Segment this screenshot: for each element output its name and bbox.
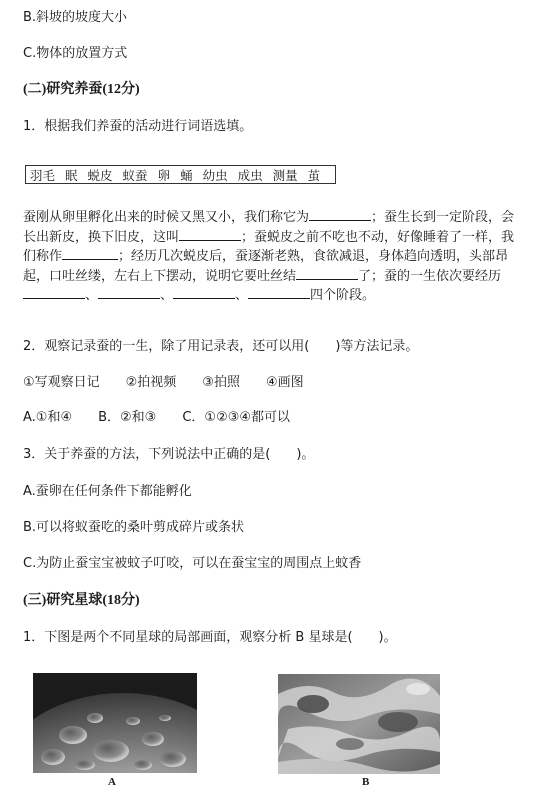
word-bank-item: 成虫 [237,167,263,183]
paragraph-text: 蚕刚从卵里孵化出来的时候又黑又小，我们称它为 [23,210,310,225]
word-bank-item: 蛹 [180,167,193,183]
question-1: 1．根据我们养蚕的活动进行词语选填。 [23,119,253,134]
answer-blank[interactable] [23,286,85,299]
paragraph-text: 、 [160,288,174,303]
word-bank-item: 幼虫 [202,167,228,183]
word-bank-item: 蜕皮 [87,167,113,183]
question-2: 2．观察记录蚕的一生，除了用记录表，还可以用( )等方法记录。 [23,339,419,354]
paragraph-text: 、 [85,288,99,303]
answer-blank[interactable] [62,247,118,260]
word-bank-item: 蚁蚕 [122,167,148,183]
paragraph-text: 四个阶段。 [310,288,376,303]
option-c-placement: C.物体的放置方式 [23,46,128,61]
image-a-caption: A [108,776,116,788]
word-bank-item: 卵 [157,167,171,183]
moon-surface-image [33,673,197,773]
word-bank-item: 羽毛 [30,167,56,183]
answer-blank[interactable] [296,267,358,280]
question-2-options: ①写观察日记 ②拍视频 ③拍照 ④画图 [23,375,304,390]
paragraph-text: 、 [235,288,249,303]
paragraph-text: 了；蚕的一生依次要经历 [358,268,502,284]
question-3-option-c: C.为防止蚕宝宝被蚊子叮咬，可以在蚕宝宝的周围点上蚊香 [23,556,362,571]
image-b-caption: B [362,776,370,788]
word-bank-box [25,165,336,184]
section-2-title: (二)研究养蚕(12分) [23,82,140,97]
question-3-option-b: B.可以将蚁蚕吃的桑叶剪成碎片或条状 [23,520,245,535]
section-3-title: (三)研究星球(18分) [23,593,140,608]
word-bank-item: 测量 [272,167,298,183]
question-2-answers: A.①和④ B．②和③ C．①②③④都可以 [23,410,291,425]
answer-blank[interactable] [248,286,310,299]
paragraph-text: ；蚕生长到一定阶段，会长出新皮，换下旧皮，这叫 [23,210,515,245]
question-3-option-a: A.蚕卵在任何条件下都能孵化 [23,484,192,499]
word-bank-item: 茧 [307,167,321,183]
paragraph-text: ；经历几次蜕皮后，蚕逐渐老熟，食欲减退，身体趋向透明，头部昂起，口吐丝缕，左右上下摆动，说明它要吐丝结 [23,249,509,284]
word-bank-item: 眠 [65,167,78,183]
question-4: 1．下图是两个不同星球的局部画面，观察分析 B 星球是( )。 [23,630,397,645]
earth-surface-image [278,674,440,774]
answer-blank[interactable] [309,208,371,221]
option-b-slope: B.斜坡的坡度大小 [23,10,128,25]
paragraph-text: ；蚕蜕皮之前不吃也不动，好像睡着了一样，我们称作 [23,229,515,264]
fill-in-paragraph [23,208,518,306]
answer-blank[interactable] [98,286,160,299]
answer-blank[interactable] [179,228,241,241]
answer-blank[interactable] [173,286,235,299]
question-3: 3．关于养蚕的方法，下列说法中正确的是( )。 [23,447,315,462]
